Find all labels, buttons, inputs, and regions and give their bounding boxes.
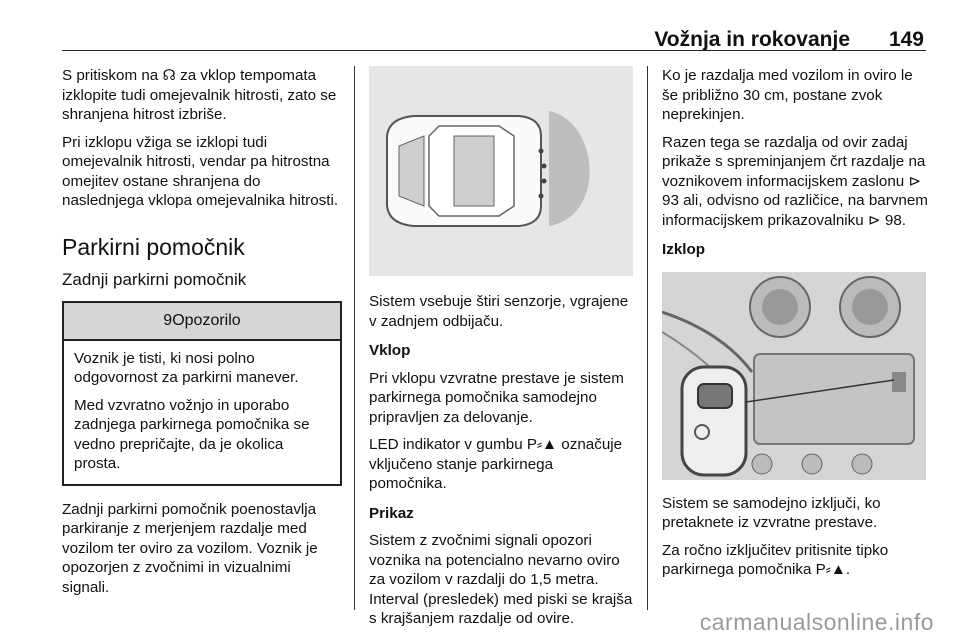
column-1 — [62, 66, 342, 605]
warning-text: Med vzvratno vožnjo in uporabo zadnjega parkirnega pomočnika se vedno prepričajte, da je okolica prosta. — [74, 396, 310, 472]
paragraph: S pritiskom na ☊ za vklop tempomata izklopite tudi omejevalnik hitrosti, zato se shranjena hitrost izbriše. — [62, 67, 337, 123]
izklop-heading: Izklop — [662, 241, 706, 258]
paragraph: Pri vklopu vzvratne prestave je sistem parkirnega pomočnika samodejno pripravljen za delovanje. — [369, 369, 624, 426]
warning-text: Voznik je tisti, ki nosi polno odgovornost za parkirni manever. — [74, 349, 299, 386]
warning-title: Opozorilo — [172, 311, 241, 329]
paragraph: LED indikator v gumbu P⸗▲ označuje vključeno stanje parkirnega pomočnika. — [369, 436, 623, 492]
warning-header — [64, 303, 340, 341]
paragraph: Ko je razdalja med vozilom in oviro le še približno 30 cm, postane zvok neprekinjen. — [662, 67, 913, 123]
warning-box — [62, 301, 342, 486]
figure-caption: Sistem vsebuje štiri senzorje, vgrajene v zadnjem odbijaču. — [369, 293, 629, 330]
paragraph: Pri izklopu vžiga se izklopi tudi omejevalnik hitrosti, vendar pa hitrostna omejitev ostane shranjena do naslednjega vklopa omejevalnika hitrosti. — [62, 133, 339, 209]
warning-icon: 9 — [163, 311, 173, 329]
paragraph: Sistem z zvočnimi signali opozori voznika na potencialno nevarno oviro za vozilom v razdalji do 1,5 metra. Interval (presledek) med piski se krajša s krajšanjem razdalje od ovire. — [369, 532, 633, 627]
paragraph: Sistem se samodejno izključi, ko pretaknete iz vzvratne prestave. — [662, 494, 881, 531]
vklop-heading: Vklop — [369, 342, 411, 359]
dashboard-button-illustration — [662, 272, 926, 480]
prikaz-heading: Prikaz — [369, 504, 414, 522]
watermark: carmanualsonline.info — [699, 609, 934, 635]
column-2 — [369, 66, 633, 637]
page-header — [0, 0, 960, 52]
car-sensor-illustration — [369, 66, 633, 276]
paragraph: Zadnji parkirni pomočnik poenostavlja parkiranje z merjenjem razdalje med vozilom ter oviro za vozilom. Voznik je opozorjen z zvočnimi in vizualnimi signali. — [62, 500, 318, 596]
header-rule — [62, 50, 926, 51]
page-number: 149 — [888, 28, 924, 51]
header-title: Vožnja in rokovanje — [654, 28, 850, 51]
column-divider — [354, 66, 355, 610]
paragraph: Za ročno izključitev pritisnite tipko parkirnega pomočnika P⸗▲. — [662, 541, 889, 578]
section-heading: Parkirni pomočnik — [62, 233, 245, 260]
paragraph: Razen tega se razdalja od ovir zadaj prikaže s spreminjanjem črt razdalje na voznikovem informacijskem zaslonu ⊳ 93 ali, odvisno od različice, na barvnem informacijskem prikazovalniku ⊳ 98. — [662, 133, 928, 229]
column-3 — [662, 66, 928, 588]
column-divider — [647, 66, 648, 610]
subsection-heading: Zadnji parkirni pomočnik — [62, 269, 247, 289]
